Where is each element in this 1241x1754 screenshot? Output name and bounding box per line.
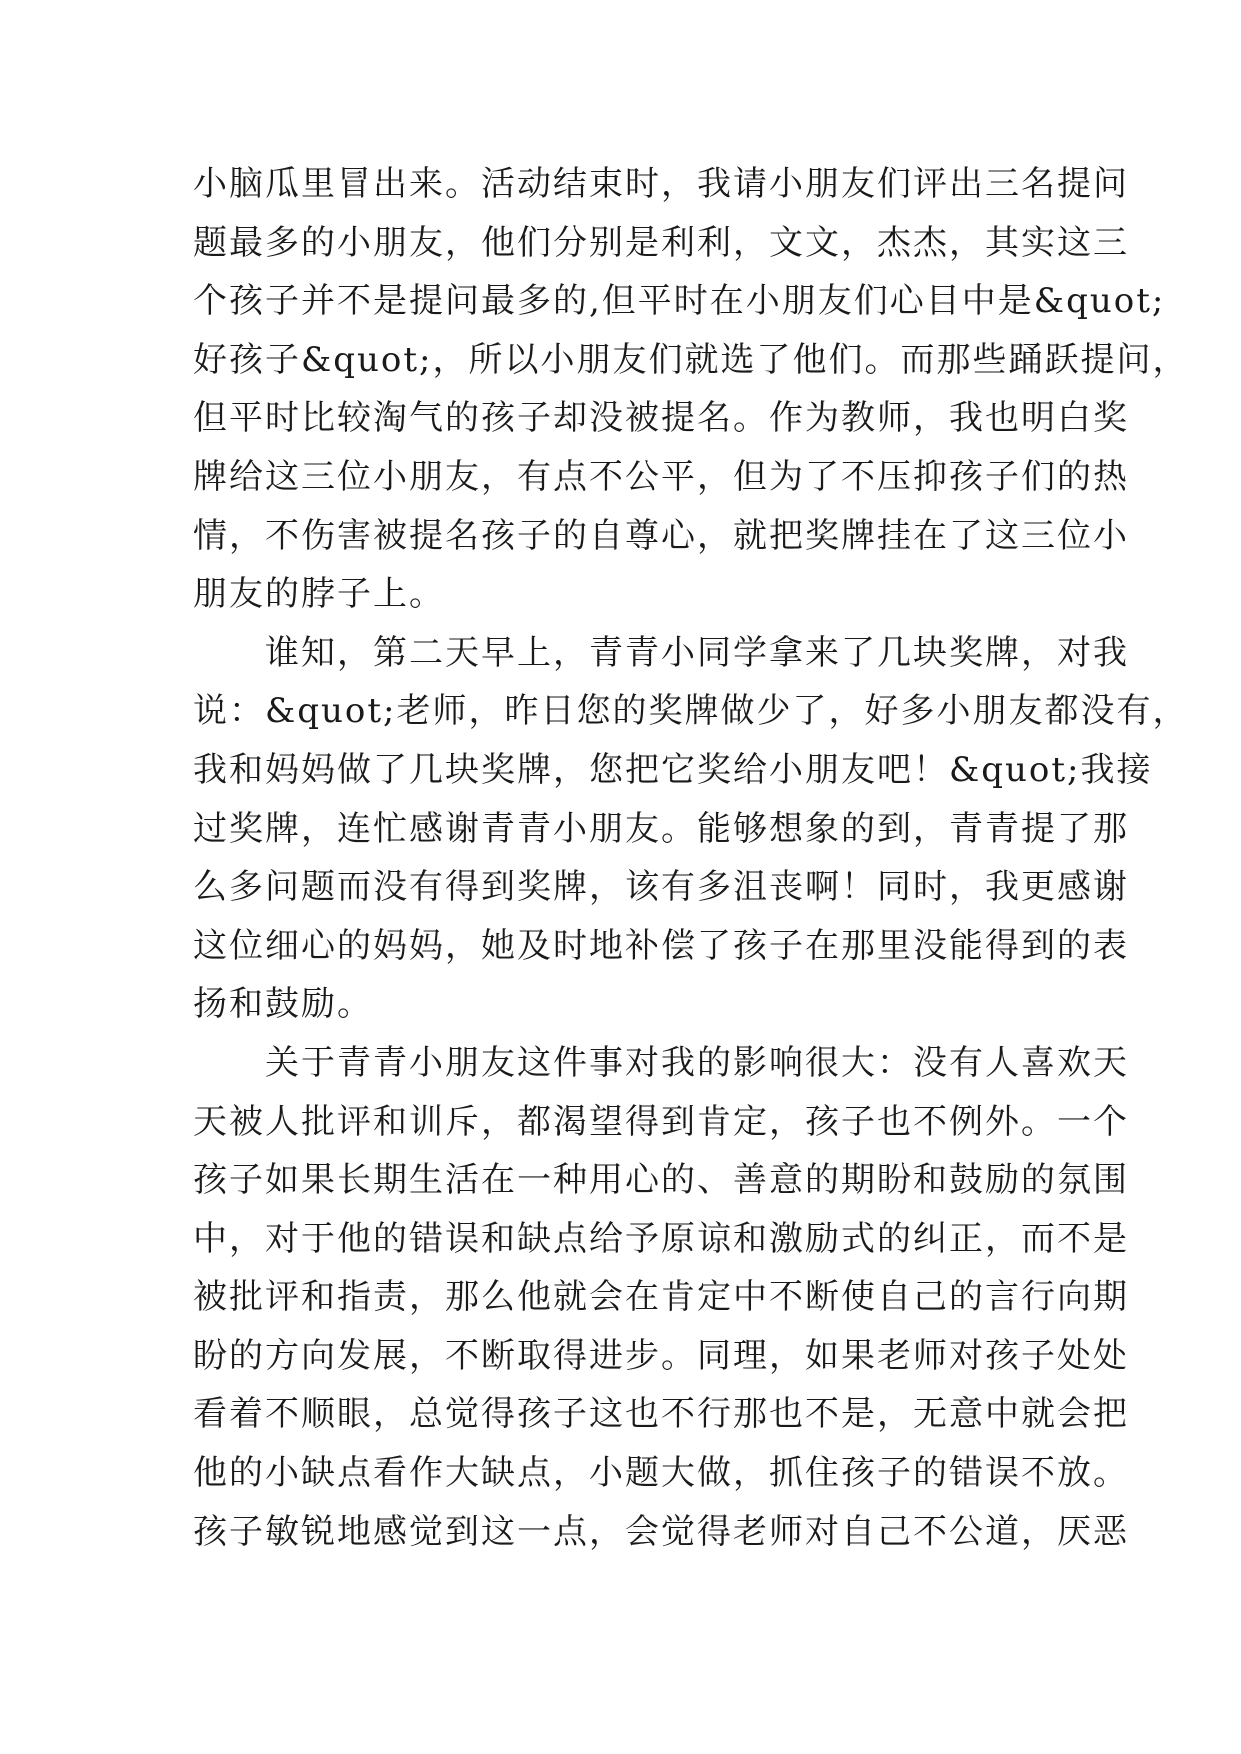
paragraph-line: 看着不顺眼，总觉得孩子这也不行那也不是，无意中就会把 [193,1394,1129,1435]
paragraph-3 [193,1034,1129,1561]
paragraph-line: 孩子敏锐地感觉到这一点，会觉得老师对自己不公道，厌恶 [193,1511,1129,1552]
paragraph-line: 盼的方向发展，不断取得进步。同理，如果老师对孩子处处 [193,1335,1129,1376]
paragraph-line: 小脑瓜里冒出来。活动结束时，我请小朋友们评出三名提问 [193,164,1129,204]
paragraph-line: 过奖牌，连忙感谢青青小朋友。能够想象的到，青青提了那 [193,808,1129,849]
paragraph-line: 朋友的脖子上。 [193,574,445,615]
paragraph-line: 我和妈妈做了几块奖牌，您把它奖给小朋友吧！&quot;我接 [193,749,1153,790]
paragraph-line: 被批评和指责，那么他就会在肯定中不断使自己的言行向期 [193,1277,1129,1318]
paragraph-line: 天被人批评和训斥，都渴望得到肯定，孩子也不例外。一个 [193,1101,1129,1142]
paragraph-line: 牌给这三位小朋友，有点不公平，但为了不压抑孩子们的热 [193,456,1129,497]
paragraph-line: 个孩子并不是提问最多的,但平时在小朋友们心目中是&quot; [193,281,1166,322]
paragraph-line: 说：&quot;老师，昨日您的奖牌做少了，好多小朋友都没有， [193,691,1189,732]
paragraph-line: 么多问题而没有得到奖牌，该有多沮丧啊！同时，我更感谢 [193,867,1129,908]
paragraph-1 [193,155,1189,624]
paragraph-line: 扬和鼓励。 [193,984,373,1025]
document-body [193,155,1189,1561]
paragraph-first-line: 关于青青小朋友这件事对我的影响很大：没有人喜欢天 [265,1042,1129,1083]
paragraph-line: 题最多的小朋友，他们分别是利利，文文，杰杰，其实这三 [193,222,1129,263]
paragraph-line: 孩子如果长期生活在一种用心的、善意的期盼和鼓励的氛围 [193,1160,1129,1201]
paragraph-line: 但平时比较淘气的孩子却没被提名。作为教师，我也明白奖 [193,398,1129,439]
paragraph-line: 中，对于他的错误和缺点给予原谅和激励式的纠正，而不是 [193,1218,1129,1259]
paragraph-line: 这位细心的妈妈，她及时地补偿了孩子在那里没能得到的表 [193,925,1129,966]
paragraph-line: 他的小缺点看作大缺点，小题大做，抓住孩子的错误不放。 [193,1453,1129,1494]
paragraph-line: 好孩子&quot;，所以小朋友们就选了他们。而那些踊跃提问， [193,339,1189,380]
paragraph-2 [193,624,1189,1034]
paragraph-first-line: 谁知，第二天早上，青青小同学拿来了几块奖牌，对我 [265,632,1129,673]
paragraph-line: 情，不伤害被提名孩子的自尊心，就把奖牌挂在了这三位小 [193,515,1129,556]
